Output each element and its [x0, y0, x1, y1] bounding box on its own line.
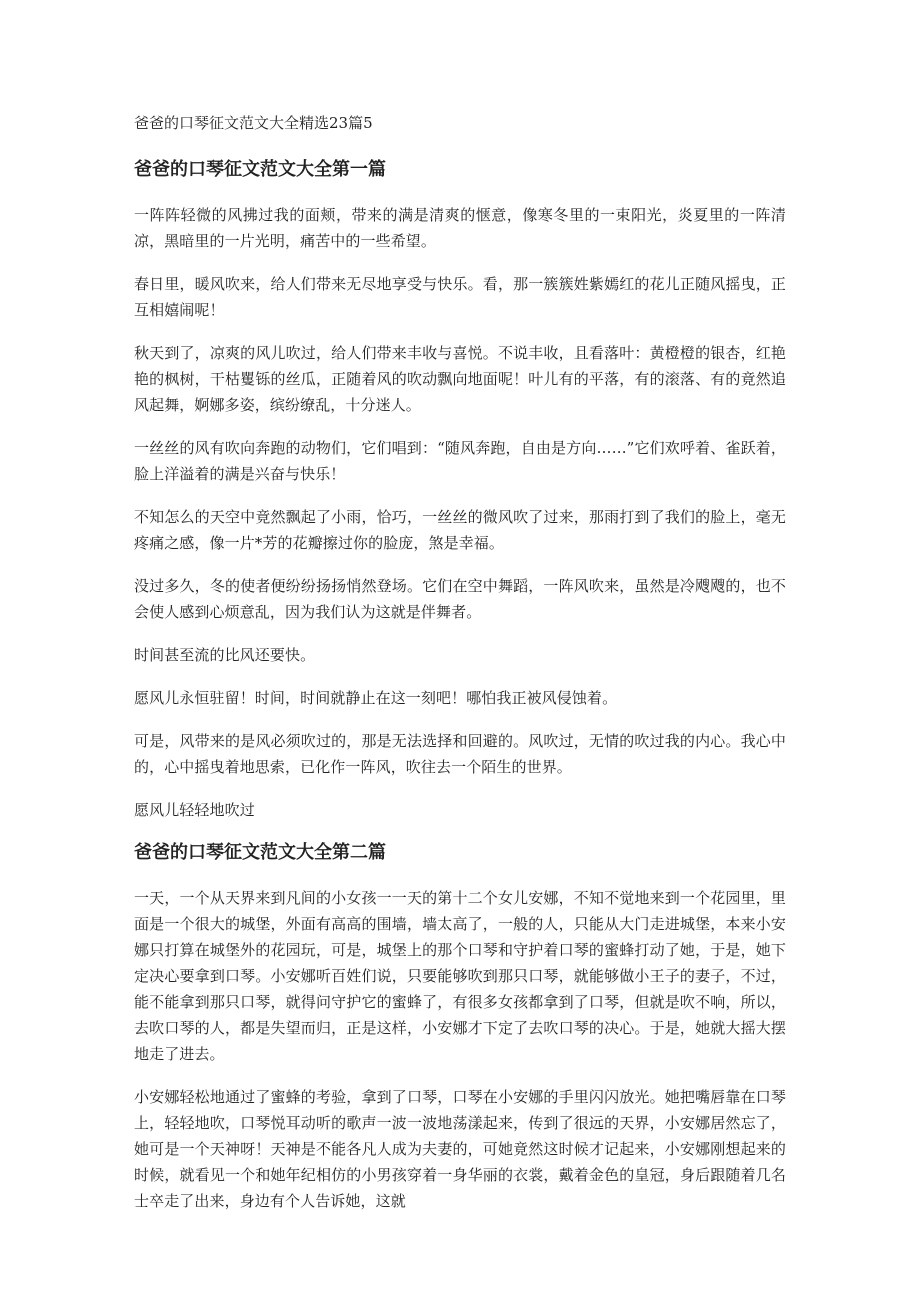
- document-title: 爸爸的口琴征文范文大全精选23篇5: [134, 114, 373, 132]
- paragraph: 一丝丝的风有吹向奔跑的动物们，它们唱到：“随风奔跑，自由是方向……”它们欢呼着、雀跃着，脸上洋溢着的满是兴奋与快乐！: [134, 439, 786, 483]
- section-heading: 爸爸的口琴征文范文大全第二篇: [134, 842, 386, 863]
- paragraph: 愿风儿轻轻地吹过: [134, 801, 255, 819]
- section-2: [134, 840, 786, 1214]
- document-page: [134, 112, 786, 1231]
- paragraph: 一天，一个从天界来到凡间的小女孩一一天的第十二个女儿安娜，不知不觉地来到一个花园里，里面是一个很大的城堡，外面有高高的围墙，墙太高了，一般的人，只能从大门走进城堡，本来小安娜只打算在城堡外的花园玩，可是，城堡上的那个口琴和守护着口琴的蜜蜂打动了她，于是，她下定决心要拿到口琴。小安娜听百姓们说，只要能够吹到那只口琴，就能够做小王子的妻子，不过，能不能拿到那只口琴，就得问守护它的蜜蜂了，有很多女孩都拿到了口琴，但就是吹不响，所以，去吹口琴的人，都是失望而归，正是这样，小安娜才下定了去吹口琴的决心。于是，她就大摇大摆地走了进去。: [134, 889, 786, 1063]
- paragraph: 春日里，暖风吹来，给人们带来无尽地享受与快乐。看，那一簇簇姓紫嫣红的花儿正随风摇曳，正互相嬉闹呢！: [134, 275, 786, 319]
- paragraph: 没过多久，冬的使者便纷纷扬扬悄然登场。它们在空中舞蹈，一阵风吹来，虽然是冷飕飕的，也不会使人感到心烦意乱，因为我们认为这就是伴舞者。: [134, 577, 786, 621]
- section-1: [134, 157, 786, 823]
- paragraph: 不知怎么的天空中竟然飘起了小雨，恰巧，一丝丝的微风吹了过来，那雨打到了我们的脸上，毫无疼痛之感，像一片*芳的花瓣擦过你的脸庞，煞是幸福。: [134, 508, 786, 552]
- paragraph: 一阵阵轻微的风拂过我的面颊，带来的满是清爽的惬意，像寒冬里的一束阳光，炎夏里的一阵清凉，黑暗里的一片光明，痛苦中的一些希望。: [134, 206, 786, 250]
- paragraph: 秋天到了，凉爽的风儿吹过，给人们带来丰收与喜悦。不说丰收，且看落叶：黄橙橙的银杏，红艳艳的枫树，干枯矍铄的丝瓜，正随着风的吹动飘向地面呢！叶儿有的平落，有的滚落、有的竟然追风起舞，婀娜多姿，缤纷缭乱，十分迷人。: [134, 344, 786, 414]
- paragraph: 小安娜轻松地通过了蜜蜂的考验，拿到了口琴，口琴在小安娜的手里闪闪放光。她把嘴唇靠在口琴上，轻轻地吹，口琴悦耳动听的歌声一波一波地荡漾起来，传到了很远的天界，小安娜居然忘了，她可是一个天神呀！天神是不能各凡人成为夫妻的，可她竟然这时候才记起来，小安娜刚想起来的时候，就看见一个和她年纪相仿的小男孩穿着一身华丽的衣裳，戴着金色的皇冠，身后跟随着几名士卒走了出来，身边有个人告诉她，这就: [134, 1088, 786, 1210]
- paragraph: 愿风儿永恒驻留！时间，时间就静止在这一刻吧！哪怕我正被风侵蚀着。: [134, 689, 618, 707]
- paragraph: 时间甚至流的比风还要快。: [134, 646, 316, 664]
- paragraph: 可是，风带来的是风必须吹过的，那是无法选择和回避的。风吹过，无情的吹过我的内心。我心中的，心中摇曳着地思索，已化作一阵风，吹往去一个陌生的世界。: [134, 732, 786, 776]
- section-heading: 爸爸的口琴征文范文大全第一篇: [134, 159, 386, 180]
